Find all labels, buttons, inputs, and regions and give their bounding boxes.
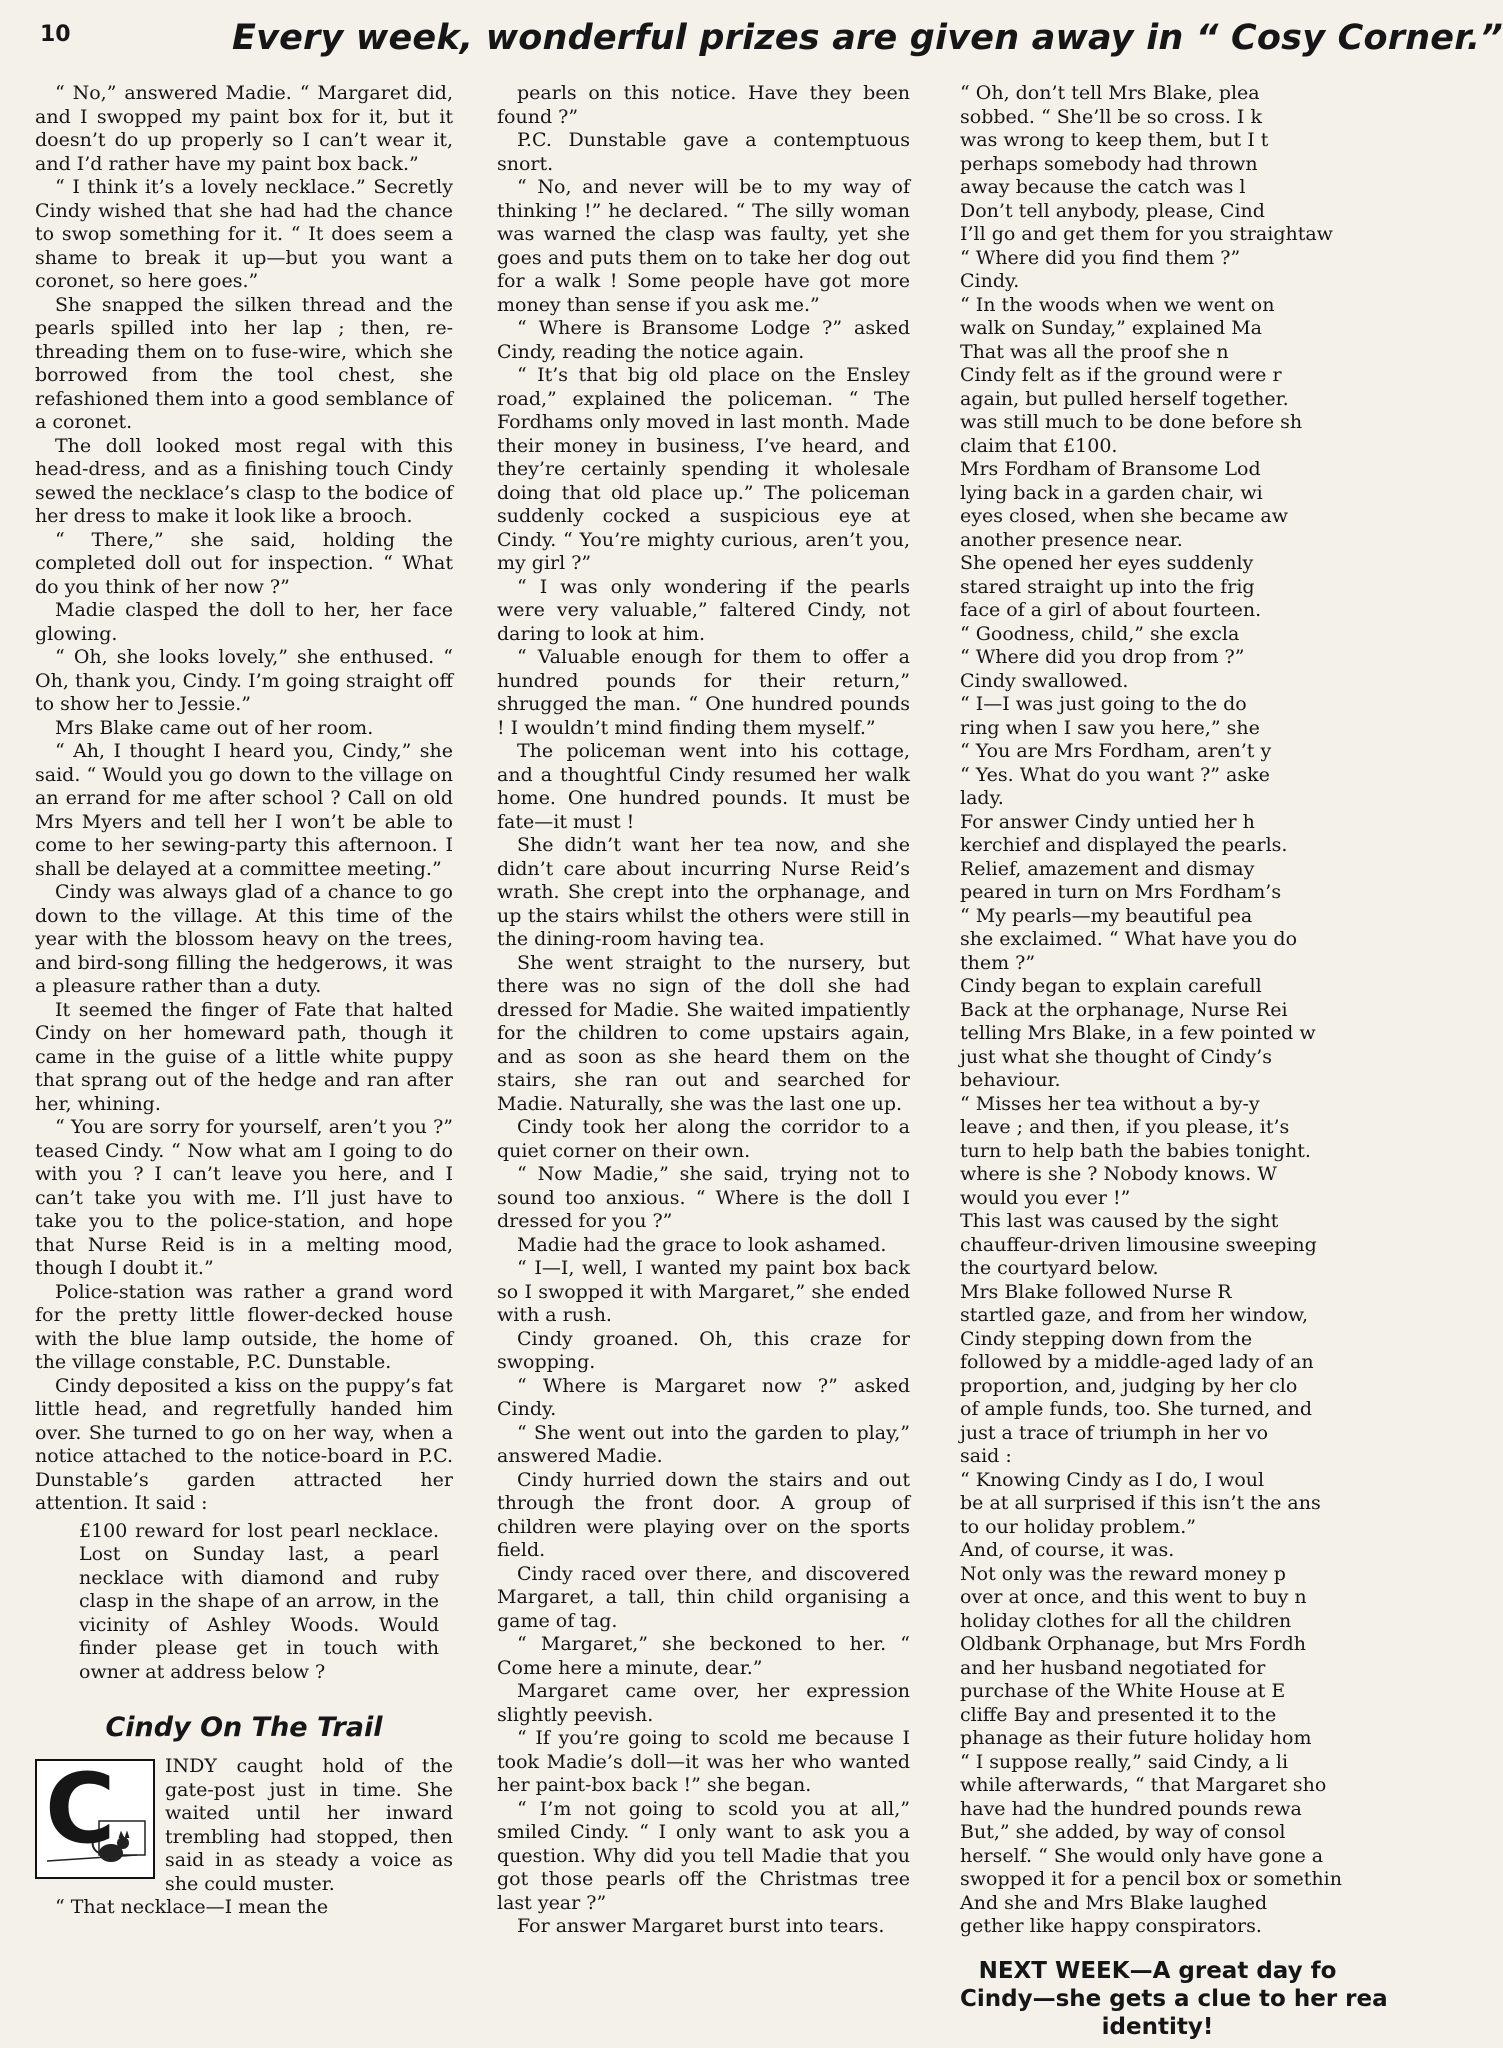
- cropped-text-line: was still much to be done before sh: [960, 411, 1303, 433]
- cropped-text-line: And, of course, it was.: [960, 1539, 1175, 1561]
- paragraph: “ I—I, well, I wanted my paint box back so I swopped it with Margaret,” she ended with a rush.: [497, 1257, 910, 1326]
- cropped-text-line: over at once, and this went to buy n: [960, 1586, 1307, 1608]
- cropped-text-line: walk on Sunday,” explained Ma: [960, 317, 1262, 339]
- cropped-text-line: she exclaimed. “ What have you do: [960, 928, 1298, 950]
- cropped-text-line: Cindy.: [960, 270, 1020, 292]
- cropped-text-line: to our holiday problem.”: [960, 1515, 1196, 1538]
- column-1: [35, 82, 453, 2032]
- cropped-text-line: Back at the orphanage, Nurse Rei: [960, 998, 1288, 1021]
- paragraph: “ Now Madie,” she said, trying not to sound too anxious. “ Where is the doll I dressed for you ?”: [497, 1163, 910, 1232]
- cropped-text-line: “ Misses her tea without a by-y: [960, 1092, 1260, 1115]
- cropped-text-line: behaviour.: [960, 1069, 1061, 1091]
- cropped-text-line: Cindy felt as if the ground were r: [960, 364, 1282, 386]
- cropped-text-line: Don’t tell anybody, please, Cind: [960, 199, 1265, 222]
- reward-notice: £100 reward for lost pearl necklace. Lost on Sunday last, a pearl necklace with diamond and ruby clasp in the shape of an arrow, in the vicinity of Ashley Woods. Would finder please get in touch with owner at address below ?: [79, 1519, 439, 1683]
- cropped-text-line: again, but pulled herself together.: [960, 387, 1289, 410]
- cropped-text-line: kerchief and displayed the pearls.: [960, 834, 1288, 856]
- cropped-text-line: was wrong to keep them, but I t: [960, 129, 1269, 151]
- paragraph: The policeman went into his cottage, and a thoughtful Cindy resumed her walk home. One hundred pounds. It must be fate—it must !: [497, 740, 910, 833]
- cropped-text-line: I’ll go and get them for you straightaw: [960, 223, 1333, 245]
- paragraph: The doll looked most regal with this head-dress, and as a finishing touch Cindy sewed the necklace’s clasp to the bodice of her dress to make it look like a brooch.: [35, 434, 453, 527]
- cropped-text-line: ring when I saw you here,” she: [960, 716, 1260, 739]
- paragraph: “ Where is Bransome Lodge ?” asked Cindy, reading the notice again.: [497, 317, 910, 363]
- cropped-text-line: For answer Cindy untied her h: [960, 810, 1255, 833]
- cropped-text-line: another presence near.: [960, 528, 1183, 551]
- cropped-text-line: where is she ? Nobody knows. W: [960, 1163, 1277, 1185]
- column-3-lines: [960, 82, 1355, 1939]
- cropped-text-line: proportion, and, judging by her clo: [960, 1374, 1298, 1397]
- paragraph: She went straight to the nursery, but there was no sign of the doll she had dressed for Madie. She waited impatiently for the children to come upstairs again, and as soon as she heard them on the stairs, she ran out and searched for Madie. Naturally, she was the last one up.: [497, 951, 910, 1115]
- page-number: 10: [40, 22, 71, 47]
- cropped-text-line: peared in turn on Mrs Fordham’s: [960, 881, 1282, 903]
- cropped-text-line: swopped it for a pencil box or somethin: [960, 1868, 1342, 1890]
- paragraph: “ Margaret,” she beckoned to her. “ Come here a minute, dear.”: [497, 1633, 910, 1679]
- cropped-text-line: stared straight up into the frig: [960, 575, 1255, 598]
- cropped-text-line: leave ; and then, if you please, it’s: [960, 1116, 1290, 1138]
- paragraph: “ I was only wondering if the pearls were very valuable,” faltered Cindy, not daring to look at him.: [497, 575, 910, 645]
- cropped-text-line: have had the hundred pounds rewa: [960, 1797, 1302, 1820]
- cropped-text-line: away because the catch was l: [960, 176, 1246, 198]
- paragraph: “ I think it’s a lovely necklace.” Secretly Cindy wished that she had had the chance to swop something for it. “ It does seem a shame to break it up—but you want a coronet, so here goes.”: [35, 176, 453, 292]
- closing-paragraph: “ That necklace—I mean the: [55, 1896, 329, 1918]
- paragraph: “ She went out into the garden to play,” answered Madie.: [497, 1421, 910, 1467]
- cropped-text-line: gether like happy conspirators.: [960, 1915, 1262, 1937]
- cropped-text-line: “ Goodness, child,” she excla: [960, 622, 1240, 645]
- cropped-text-line: Mrs Blake followed Nurse R: [960, 1280, 1232, 1303]
- cropped-text-line: turn to help bath the babies tonight.: [960, 1139, 1311, 1162]
- cropped-text-line: chauffeur-driven limousine sweeping: [960, 1233, 1317, 1256]
- cropped-text-line: “ In the woods when we went on: [960, 293, 1275, 316]
- footer-line: identity!: [1101, 2013, 1214, 2040]
- column-1-paragraphs: [35, 82, 453, 1516]
- cropped-text-line: face of a girl of about fourteen.: [960, 599, 1262, 621]
- paragraph: She didn’t want her tea now, and she didn’t care about incurring Nurse Reid’s wrath. She crept into the orphanage, and up the stairs whilst the others were still in the dining-room having tea.: [497, 834, 910, 950]
- paragraph: For answer Margaret burst into tears.: [517, 1915, 885, 1937]
- paragraph: “ Valuable enough for them to offer a hundred pounds for their return,” shrugged the man. “ One hundred pounds ! I wouldn’t mind finding them myself.”: [497, 646, 910, 739]
- paragraph: Mrs Blake came out of her room.: [55, 716, 374, 739]
- paragraph: She snapped the silken thread and the pearls spilled into her lap ; then, re-threading them on to fuse-wire, which she borrowed from the tool chest, she refashioned them into a good semblance of a coronet.: [35, 293, 453, 433]
- cropped-text-line: lying back in a garden chair, wi: [960, 481, 1263, 504]
- cropped-text-line: Cindy began to explain carefull: [960, 975, 1262, 997]
- cropped-text-line: Not only was the reward money p: [960, 1562, 1286, 1585]
- cropped-text-line: would you ever !”: [960, 1186, 1131, 1209]
- cropped-text-line: be at all surprised if this isn’t the ans: [960, 1492, 1321, 1514]
- cropped-text-line: “ Where did you drop from ?”: [960, 646, 1245, 668]
- paragraph: Cindy hurried down the stairs and out through the front door. A group of children were playing over on the sports field.: [497, 1468, 910, 1561]
- cropped-text-line: telling Mrs Blake, in a few pointed w: [960, 1022, 1316, 1044]
- cropped-text-line: perhaps somebody had thrown: [960, 152, 1258, 175]
- cropped-text-line: purchase of the White House at E: [960, 1680, 1286, 1702]
- cropped-text-line: This last was caused by the sight: [960, 1210, 1279, 1232]
- cropped-text-line: “ I suppose really,” said Cindy, a li: [960, 1750, 1289, 1773]
- next-week-footer: [960, 1957, 1388, 2041]
- cropped-text-line: while afterwards, “ that Margaret sho: [960, 1774, 1327, 1796]
- footer-line: Cindy—she gets a clue to her rea: [960, 1985, 1388, 2012]
- paragraph: “ There,” she said, holding the completed doll out for inspection. “ What do you think of her now ?”: [35, 528, 453, 598]
- cropped-text-line: That was all the proof she n: [960, 340, 1229, 363]
- paragraph: Cindy raced over there, and discovered Margaret, a tall, thin child organising a game of tag.: [497, 1562, 910, 1632]
- paragraph: “ No, and never will be to my way of thinking !” he declared. “ The silly woman was warned the clasp was faulty, yet she goes and puts them on to take her dog out for a walk ! Some people have got more money than sense if you ask me.”: [497, 176, 910, 316]
- paragraph: “ No,” answered Madie. “ Margaret did, and I swopped my paint box for it, but it doesn’t do up properly so I can’t wear it, and I’d rather have my paint box back.”: [35, 82, 453, 175]
- cropped-text-line: “ You are Mrs Fordham, aren’t y: [960, 740, 1272, 762]
- cropped-text-line: said :: [960, 1445, 1012, 1467]
- paragraph: “ Ah, I thought I heard you, Cindy,” she said. “ Would you go down to the village on an errand for me after school ? Call on old Mrs Myers and tell her I won’t be able to come to her sewing-party this afternoon. I shall be delayed at a committee meeting.”: [35, 740, 453, 880]
- paragraph: Cindy took her along the corridor to a quiet corner on their own.: [497, 1116, 910, 1162]
- cropped-text-line: Oldbank Orphanage, but Mrs Fordh: [960, 1633, 1306, 1655]
- dropcap-illustration: [35, 1753, 155, 1879]
- paragraph: Madie had the grace to look ashamed.: [517, 1233, 887, 1256]
- cropped-text-line: “ Knowing Cindy as I do, I woul: [960, 1468, 1265, 1491]
- column-2: [497, 82, 910, 2032]
- cropped-text-line: of ample funds, too. She turned, and: [960, 1398, 1313, 1420]
- cropped-text-line: Cindy stepping down from the: [960, 1327, 1253, 1350]
- page-header: Every week, wonderful prizes are given away in “ Cosy Corner.”: [232, 18, 1503, 58]
- paragraph: pearls on this notice. Have they been found ?”: [497, 82, 910, 128]
- paragraph: Police-station was rather a grand word for the pretty little flower-decked house with the blue lamp outside, the home of the village constable, P.C. Dunstable.: [35, 1280, 453, 1373]
- paragraph: “ I’m not going to scold you at all,” smiled Cindy. “ I only want to ask you a question. Why did you tell Madie that you got those pearls off the Christmas tree last year ?”: [497, 1797, 910, 1914]
- paragraph: “ It’s that big old place on the Ensley road,” explained the policeman. “ The Fordhams only moved in last month. Made their money in business, I’ve heard, and they’re certainly spending it wholesale doing that old place up.” The policeman suddenly cocked a suspicious eye at Cindy. “ You’re mighty curious, aren’t you, my girl ?”: [497, 364, 910, 574]
- cropped-text-line: sobbed. “ She’ll be so cross. I k: [960, 105, 1262, 128]
- section-subheading: Cindy On The Trail: [105, 1712, 383, 1743]
- cropped-text-line: “ My pearls—my beautiful pea: [960, 904, 1253, 927]
- cropped-text-line: cliffe Bay and presented it to the: [960, 1703, 1277, 1726]
- dropcap-letter: C: [45, 1753, 116, 1865]
- cropped-text-line: But,” she added, by way of consol: [960, 1821, 1286, 1843]
- cropped-text-line: And she and Mrs Blake laughed: [960, 1891, 1268, 1914]
- paragraph: “ Oh, she looks lovely,” she enthused. “ Oh, thank you, Cindy. I’m going straight off to show her to Jessie.”: [35, 646, 453, 715]
- paragraph: “ Where is Margaret now ?” asked Cindy.: [497, 1374, 910, 1420]
- paragraph: Madie clasped the doll to her, her face glowing.: [35, 599, 453, 645]
- cropped-text-line: just a trace of triumph in her vo: [960, 1421, 1269, 1444]
- footer-lines: [960, 1957, 1388, 2041]
- cropped-text-line: “ I—I was just going to the do: [960, 693, 1247, 715]
- cropped-text-line: eyes closed, when she became aw: [960, 505, 1288, 527]
- column-3: [960, 82, 1388, 2040]
- paragraph: P.C. Dunstable gave a contemptuous snort.: [497, 129, 910, 175]
- cropped-text-line: startled gaze, and from her window,: [960, 1304, 1308, 1326]
- cropped-text-line: “ Oh, don’t tell Mrs Blake, plea: [960, 82, 1260, 104]
- paragraph: Cindy groaned. Oh, this craze for swopping.: [497, 1327, 910, 1373]
- cropped-text-line: holiday clothes for all the children: [960, 1609, 1292, 1632]
- cropped-text-line: phanage as their future holiday hom: [960, 1727, 1312, 1749]
- cropped-text-line: She opened her eyes suddenly: [960, 552, 1254, 574]
- footer-line: NEXT WEEK—A great day fo: [978, 1957, 1337, 1984]
- cropped-text-line: the courtyard below.: [960, 1257, 1159, 1279]
- dropcap-paragraph: INDY caught hold of the gate-post just in time. She waited until her inward trembling had stopped, then said in as steady a voice as she could muster.: [165, 1755, 453, 1895]
- cropped-text-line: just what she thought of Cindy’s: [960, 1045, 1272, 1068]
- paragraph: Margaret came over, her expression slightly peevish.: [497, 1680, 910, 1726]
- cropped-text-line: “ Where did you find them ?”: [960, 246, 1241, 269]
- cropped-text-line: Cindy swallowed.: [960, 669, 1129, 692]
- cropped-text-line: “ Yes. What do you want ?” aske: [960, 763, 1270, 786]
- cropped-text-line: herself. “ She would only have gone a: [960, 1844, 1324, 1867]
- cropped-text-line: Relief, amazement and dismay: [960, 857, 1255, 880]
- column-2-paragraphs: [497, 82, 910, 1939]
- cropped-text-line: followed by a middle-aged lady of an: [960, 1351, 1314, 1373]
- cropped-text-line: claim that £100.: [960, 434, 1118, 457]
- paragraph: Cindy was always glad of a chance to go down to the village. At this time of the year with the blossom heavy on the trees, and bird-song filling the hedgerows, it was a pleasure rather than a duty.: [35, 881, 453, 997]
- cropped-text-line: and her husband negotiated for: [960, 1656, 1266, 1679]
- cropped-text-line: Mrs Fordham of Bransome Lod: [960, 458, 1261, 480]
- paragraph: “ You are sorry for yourself, aren’t you ?” teased Cindy. “ Now what am I going to do with you ? I can’t leave you here, and I can’t take you with me. I’ll just have to take you to the police-station, and hope that Nurse Reid is in a melting mood, though I doubt it.”: [35, 1116, 453, 1279]
- cropped-text-line: lady.: [960, 787, 1004, 809]
- cropped-text-line: them ?”: [960, 951, 1036, 974]
- paragraph: Cindy deposited a kiss on the puppy’s fat little head, and regretfully handed him over. She turned to go on her way, when a notice attached to the notice-board in P.C. Dunstable’s garden attracted her attention. It said :: [35, 1374, 453, 1514]
- paragraph: It seemed the finger of Fate that halted Cindy on her homeward path, though it came in the guise of a little white puppy that sprang out of the hedge and ran after her, whining.: [35, 998, 453, 1115]
- paragraph: “ If you’re going to scold me because I took Madie’s doll—it was her who wanted her paint-box back !” she began.: [497, 1727, 910, 1796]
